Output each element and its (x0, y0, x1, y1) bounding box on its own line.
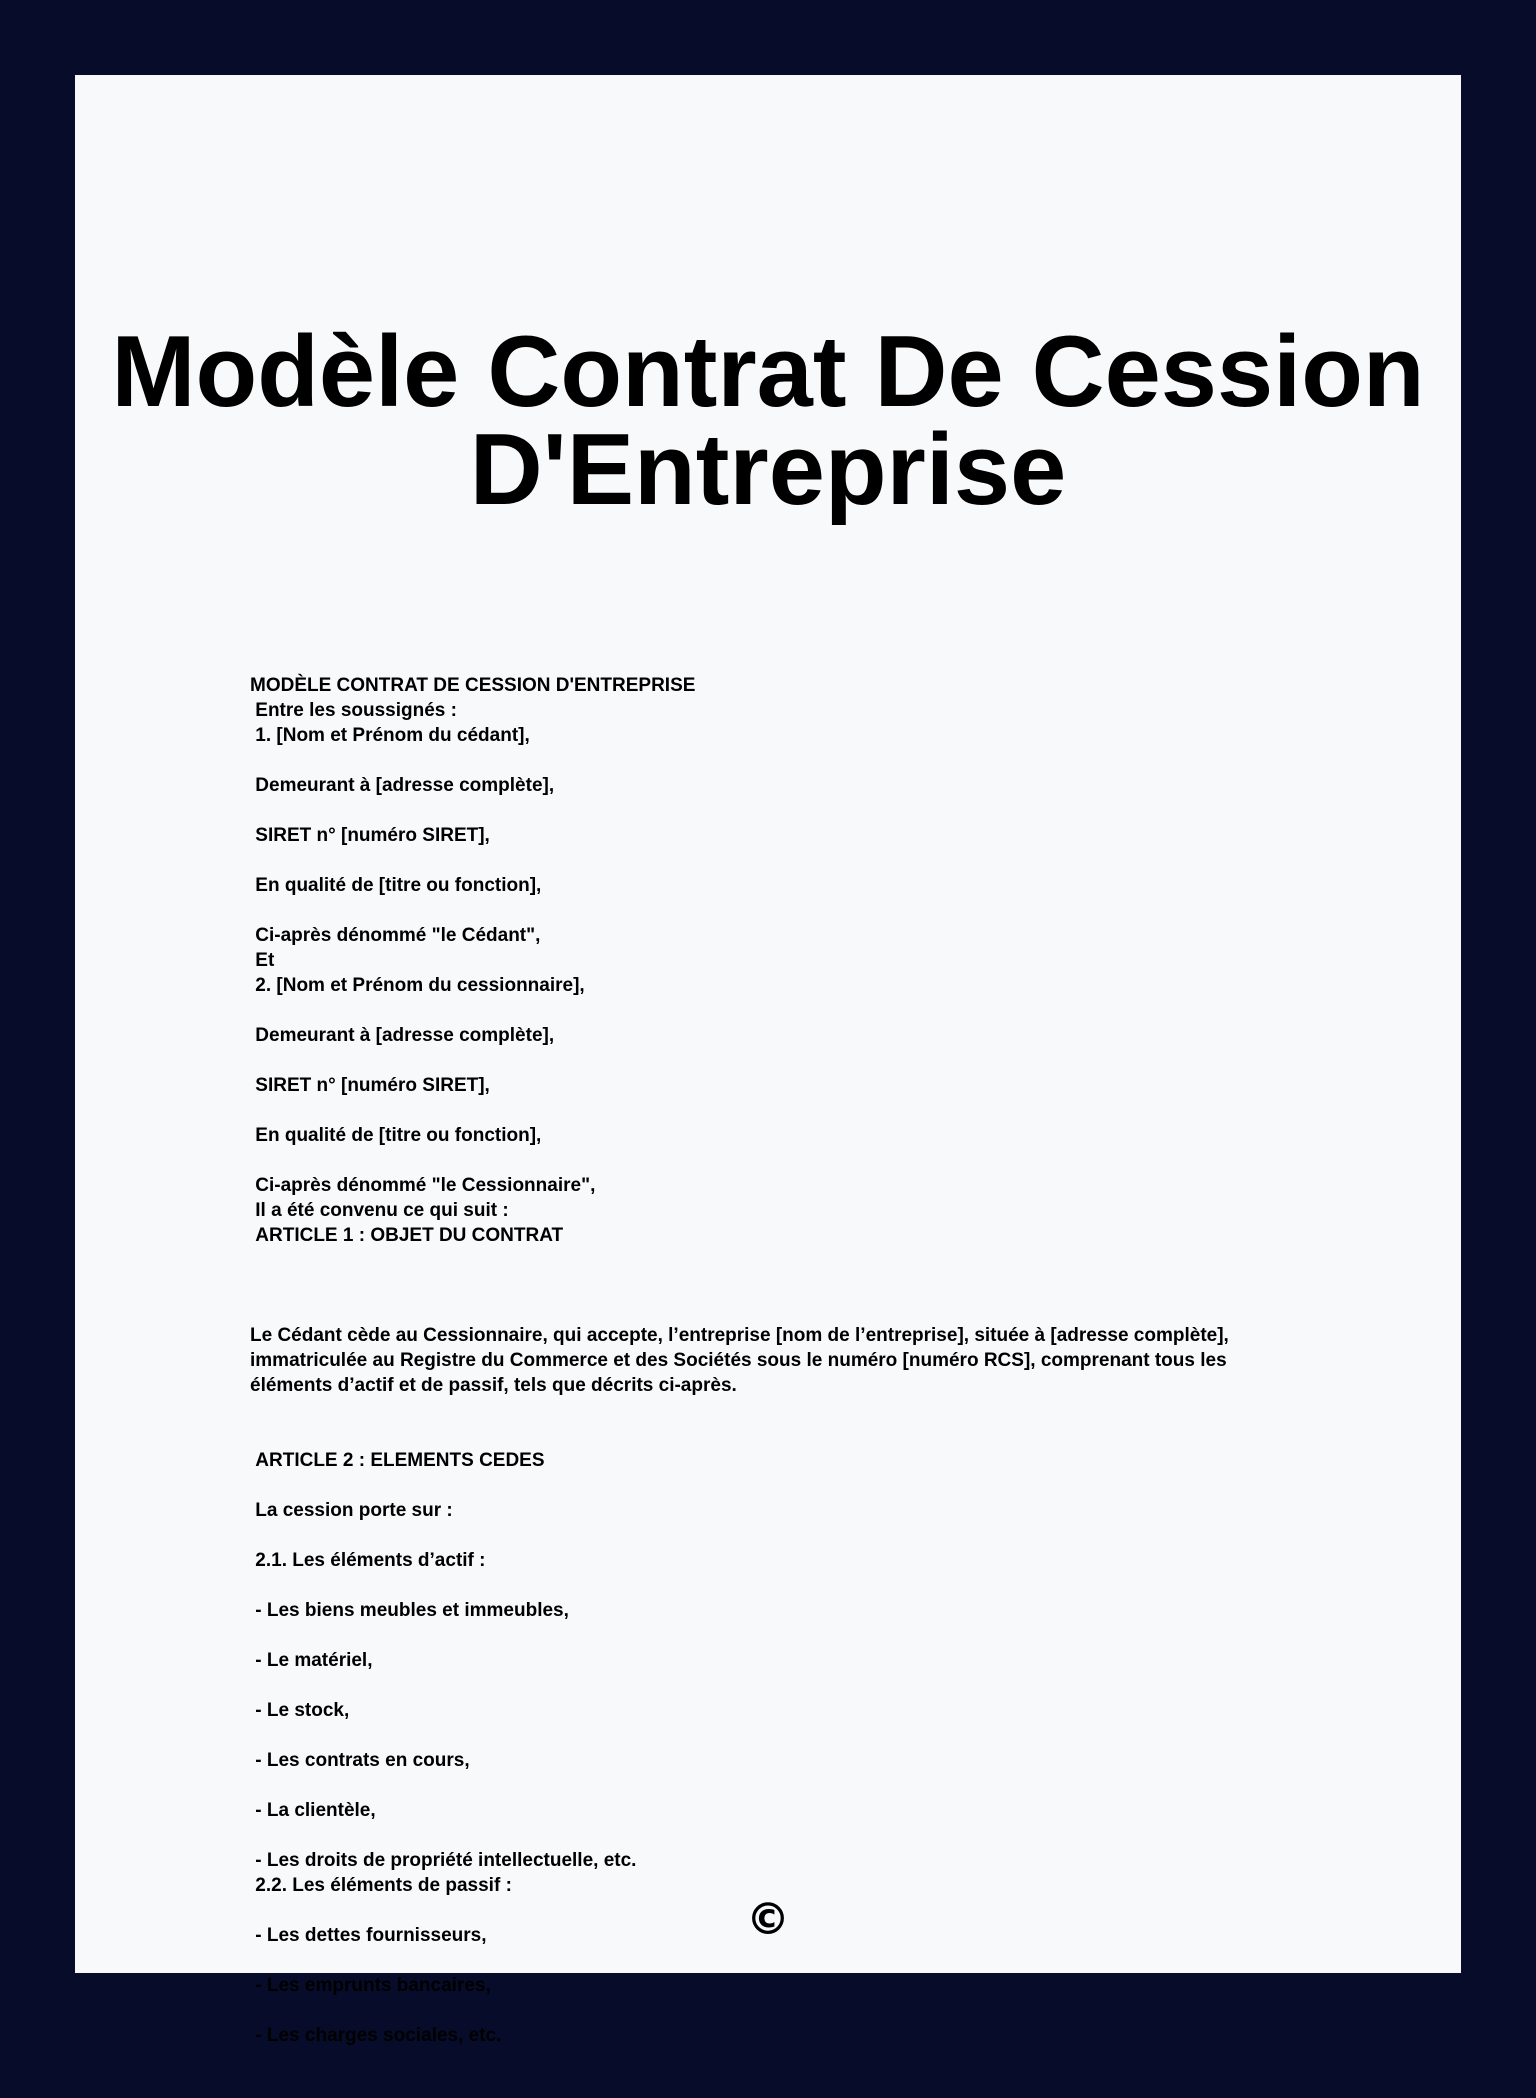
document-line: Il a été convenu ce qui suit : (250, 1200, 509, 1221)
document-line (250, 1723, 1290, 1748)
document-line: 2.2. Les éléments de passif : (250, 1875, 512, 1896)
document-line: - Les biens meubles et immeubles, (250, 1600, 569, 1621)
document-line (250, 898, 1290, 923)
document-line (250, 798, 1290, 823)
contract-article-2 (250, 1448, 1290, 2048)
document-line: - Les contrats en cours, (250, 1750, 470, 1771)
document-line: Ci-après dénommé "le Cessionnaire", (250, 1175, 596, 1196)
document-line: - Le stock, (250, 1700, 350, 1721)
document-line (250, 1823, 1290, 1848)
document-line: - Les emprunts bancaires, (250, 1975, 491, 1996)
contract-preamble (250, 673, 1290, 1273)
contract-body (250, 623, 1290, 2098)
document-line: - Le matériel, (250, 1650, 373, 1671)
document-line: Et (250, 950, 275, 971)
document-line: 2. [Nom et Prénom du cessionnaire], (250, 975, 585, 996)
document-line (250, 1523, 1290, 1548)
document-line: - Les droits de propriété intellectuelle, etc. (250, 1850, 637, 1871)
document-line (250, 1248, 1290, 1273)
document-line: Demeurant à [adresse complète], (250, 775, 555, 796)
document-line (250, 748, 1290, 773)
document-line: - Les charges sociales, etc. (250, 2025, 502, 2046)
document-line: MODÈLE CONTRAT DE CESSION D'ENTREPRISE (250, 675, 696, 696)
document-line (250, 1148, 1290, 1173)
document-line: SIRET n° [numéro SIRET], (250, 1075, 490, 1096)
document-line: ARTICLE 2 : ELEMENTS CEDES (250, 1450, 545, 1471)
document-line (250, 998, 1290, 1023)
document-line: 2.1. Les éléments d’actif : (250, 1550, 486, 1571)
document-line (250, 1473, 1290, 1498)
document-line: 1. [Nom et Prénom du cédant], (250, 725, 530, 746)
page-title: Modèle Contrat De Cession D'Entreprise (111, 316, 1425, 526)
document-line: ARTICLE 1 : OBJET DU CONTRAT (250, 1225, 564, 1246)
document-line: Ci-après dénommé "le Cédant", (250, 925, 541, 946)
document-line (250, 1098, 1290, 1123)
document-line: Entre les soussignés : (250, 700, 457, 721)
article-1-paragraph: Le Cédant cède au Cessionnaire, qui accepte, l’entreprise [nom de l’entreprise], située à [adresse complète], immatriculée au Registre du Commerce et des Sociétés sous le numéro [numéro RCS], comprenant tous les éléments d’actif et de passif, tels que décrits ci-après. (250, 1325, 1235, 1396)
document-line (250, 1948, 1290, 1973)
document-line: SIRET n° [numéro SIRET], (250, 825, 490, 846)
document-line (250, 1998, 1290, 2023)
document-line: En qualité de [titre ou fonction], (250, 875, 542, 896)
document-line (250, 848, 1290, 873)
copyright-icon: © (746, 1894, 790, 1945)
document-line: - Les dettes fournisseurs, (250, 1925, 487, 1946)
document-line: La cession porte sur : (250, 1500, 453, 1521)
document-line (250, 1048, 1290, 1073)
document-line (250, 1673, 1290, 1698)
document-line: En qualité de [titre ou fonction], (250, 1125, 542, 1146)
document-line (250, 1573, 1290, 1598)
document-line: Demeurant à [adresse complète], (250, 1025, 555, 1046)
document-line (250, 1623, 1290, 1648)
document-line: - La clientèle, (250, 1800, 376, 1821)
document-line (250, 1773, 1290, 1798)
document-page (75, 75, 1461, 2046)
